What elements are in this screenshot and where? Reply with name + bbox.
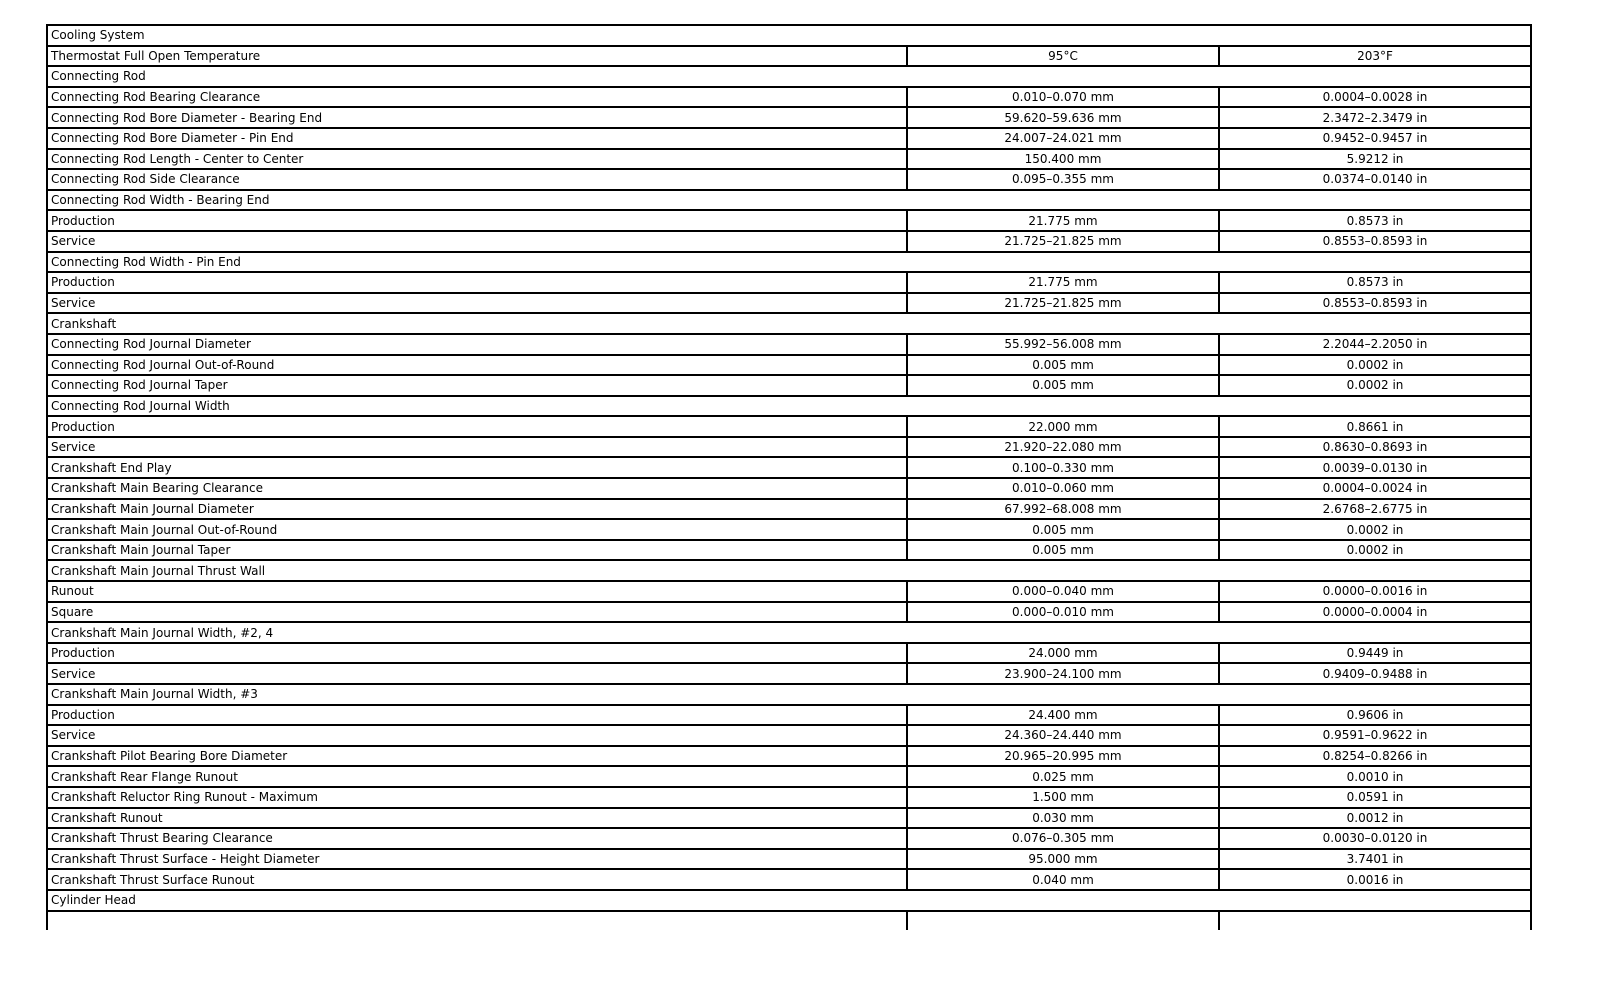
specification-table-body <box>47 25 1531 930</box>
spec-metric-value: 21.920–22.080 mm <box>907 437 1219 458</box>
spec-metric-value: 0.005 mm <box>907 375 1219 396</box>
spec-description: Crankshaft Main Journal Taper <box>47 540 907 561</box>
spec-english-value <box>1219 911 1531 930</box>
section-header-label: Connecting Rod Journal Width <box>47 396 1531 417</box>
spec-description: Crankshaft End Play <box>47 457 907 478</box>
spec-row <box>47 787 1531 808</box>
spec-row <box>47 107 1531 128</box>
spec-english-value: 2.3472–2.3479 in <box>1219 107 1531 128</box>
section-header-label: Cooling System <box>47 25 1531 46</box>
spec-metric-value: 95°C <box>907 46 1219 67</box>
spec-description: Connecting Rod Bearing Clearance <box>47 87 907 108</box>
spec-metric-value: 23.900–24.100 mm <box>907 663 1219 684</box>
section-header-label: Connecting Rod Width - Pin End <box>47 252 1531 273</box>
spec-row <box>47 540 1531 561</box>
spec-english-value: 0.0374–0.0140 in <box>1219 169 1531 190</box>
spec-metric-value: 0.005 mm <box>907 355 1219 376</box>
spec-description: Crankshaft Pilot Bearing Bore Diameter <box>47 746 907 767</box>
spec-description: Connecting Rod Bore Diameter - Pin End <box>47 128 907 149</box>
spec-description: Service <box>47 725 907 746</box>
spec-metric-value: 0.005 mm <box>907 540 1219 561</box>
spec-english-value: 3.7401 in <box>1219 849 1531 870</box>
spec-metric-value: 0.040 mm <box>907 869 1219 890</box>
section-header-row <box>47 25 1531 46</box>
section-header-label: Crankshaft <box>47 313 1531 334</box>
spec-row <box>47 457 1531 478</box>
spec-description: Connecting Rod Side Clearance <box>47 169 907 190</box>
spec-metric-value: 0.025 mm <box>907 766 1219 787</box>
section-header-label: Cylinder Head <box>47 890 1531 911</box>
section-header-row <box>47 252 1531 273</box>
spec-english-value: 2.2044–2.2050 in <box>1219 334 1531 355</box>
spec-description <box>47 911 907 930</box>
spec-description: Crankshaft Runout <box>47 808 907 829</box>
section-header-row <box>47 684 1531 705</box>
spec-description: Production <box>47 272 907 293</box>
spec-row <box>47 643 1531 664</box>
spec-english-value: 0.8553–0.8593 in <box>1219 231 1531 252</box>
spec-row <box>47 128 1531 149</box>
spec-metric-value: 0.000–0.010 mm <box>907 602 1219 623</box>
spec-english-value: 0.9409–0.9488 in <box>1219 663 1531 684</box>
spec-english-value: 0.8254–0.8266 in <box>1219 746 1531 767</box>
spec-description: Crankshaft Main Journal Diameter <box>47 499 907 520</box>
spec-row <box>47 375 1531 396</box>
spec-description: Crankshaft Reluctor Ring Runout - Maximum <box>47 787 907 808</box>
spec-metric-value: 24.007–24.021 mm <box>907 128 1219 149</box>
spec-metric-value: 0.095–0.355 mm <box>907 169 1219 190</box>
spec-metric-value: 0.005 mm <box>907 519 1219 540</box>
spec-english-value: 0.0002 in <box>1219 540 1531 561</box>
spec-metric-value: 0.030 mm <box>907 808 1219 829</box>
section-header-row <box>47 190 1531 211</box>
spec-description: Connecting Rod Journal Out-of-Round <box>47 355 907 376</box>
spec-metric-value: 20.965–20.995 mm <box>907 746 1219 767</box>
spec-metric-value: 21.775 mm <box>907 210 1219 231</box>
spec-row <box>47 149 1531 170</box>
spec-metric-value: 21.725–21.825 mm <box>907 231 1219 252</box>
spec-description: Thermostat Full Open Temperature <box>47 46 907 67</box>
spec-english-value: 0.9591–0.9622 in <box>1219 725 1531 746</box>
spec-metric-value: 0.010–0.060 mm <box>907 478 1219 499</box>
section-header-label: Crankshaft Main Journal Width, #3 <box>47 684 1531 705</box>
spec-english-value: 0.0030–0.0120 in <box>1219 828 1531 849</box>
spec-row <box>47 293 1531 314</box>
spec-metric-value: 0.000–0.040 mm <box>907 581 1219 602</box>
spec-row <box>47 46 1531 67</box>
spec-english-value: 0.0004–0.0028 in <box>1219 87 1531 108</box>
spec-metric-value: 150.400 mm <box>907 149 1219 170</box>
section-header-row <box>47 313 1531 334</box>
spec-english-value: 0.0004–0.0024 in <box>1219 478 1531 499</box>
section-header-label: Crankshaft Main Journal Thrust Wall <box>47 560 1531 581</box>
spec-english-value: 5.9212 in <box>1219 149 1531 170</box>
spec-row <box>47 272 1531 293</box>
spec-metric-value: 1.500 mm <box>907 787 1219 808</box>
spec-english-value: 0.8661 in <box>1219 416 1531 437</box>
spec-metric-value <box>907 911 1219 930</box>
spec-english-value: 0.0000–0.0016 in <box>1219 581 1531 602</box>
spec-description: Crankshaft Main Bearing Clearance <box>47 478 907 499</box>
spec-english-value: 0.8553–0.8593 in <box>1219 293 1531 314</box>
section-header-row <box>47 396 1531 417</box>
spec-english-value: 0.0016 in <box>1219 869 1531 890</box>
section-header-row <box>47 66 1531 87</box>
spec-row <box>47 705 1531 726</box>
spec-row <box>47 437 1531 458</box>
spec-description: Service <box>47 663 907 684</box>
spec-row <box>47 87 1531 108</box>
spec-english-value: 0.0591 in <box>1219 787 1531 808</box>
spec-metric-value: 0.010–0.070 mm <box>907 87 1219 108</box>
spec-metric-value: 21.725–21.825 mm <box>907 293 1219 314</box>
continuation-row <box>47 911 1531 930</box>
spec-english-value: 0.0010 in <box>1219 766 1531 787</box>
section-header-row <box>47 622 1531 643</box>
spec-english-value: 0.8630–0.8693 in <box>1219 437 1531 458</box>
spec-metric-value: 22.000 mm <box>907 416 1219 437</box>
spec-description: Crankshaft Thrust Surface Runout <box>47 869 907 890</box>
spec-metric-value: 24.360–24.440 mm <box>907 725 1219 746</box>
spec-english-value: 2.6768–2.6775 in <box>1219 499 1531 520</box>
spec-english-value: 0.9452–0.9457 in <box>1219 128 1531 149</box>
spec-row <box>47 478 1531 499</box>
spec-description: Service <box>47 231 907 252</box>
spec-row <box>47 663 1531 684</box>
spec-description: Runout <box>47 581 907 602</box>
spec-description: Service <box>47 437 907 458</box>
spec-description: Production <box>47 705 907 726</box>
spec-english-value: 0.0002 in <box>1219 519 1531 540</box>
spec-description: Connecting Rod Length - Center to Center <box>47 149 907 170</box>
spec-description: Square <box>47 602 907 623</box>
spec-metric-value: 24.400 mm <box>907 705 1219 726</box>
spec-row <box>47 828 1531 849</box>
spec-english-value: 0.0039–0.0130 in <box>1219 457 1531 478</box>
section-header-row <box>47 560 1531 581</box>
spec-row <box>47 355 1531 376</box>
spec-row <box>47 499 1531 520</box>
spec-description: Production <box>47 210 907 231</box>
spec-row <box>47 169 1531 190</box>
spec-metric-value: 21.775 mm <box>907 272 1219 293</box>
section-header-label: Connecting Rod Width - Bearing End <box>47 190 1531 211</box>
spec-description: Crankshaft Main Journal Out-of-Round <box>47 519 907 540</box>
spec-row <box>47 849 1531 870</box>
spec-metric-value: 59.620–59.636 mm <box>907 107 1219 128</box>
section-header-row <box>47 890 1531 911</box>
spec-english-value: 0.8573 in <box>1219 272 1531 293</box>
spec-metric-value: 24.000 mm <box>907 643 1219 664</box>
spec-description: Connecting Rod Journal Diameter <box>47 334 907 355</box>
spec-description: Crankshaft Thrust Surface - Height Diameter <box>47 849 907 870</box>
spec-description: Service <box>47 293 907 314</box>
spec-row <box>47 869 1531 890</box>
spec-description: Crankshaft Rear Flange Runout <box>47 766 907 787</box>
spec-row <box>47 602 1531 623</box>
spec-row <box>47 808 1531 829</box>
spec-row <box>47 416 1531 437</box>
spec-english-value: 0.0002 in <box>1219 355 1531 376</box>
spec-english-value: 0.9606 in <box>1219 705 1531 726</box>
spec-metric-value: 0.076–0.305 mm <box>907 828 1219 849</box>
spec-english-value: 203°F <box>1219 46 1531 67</box>
section-header-label: Connecting Rod <box>47 66 1531 87</box>
spec-english-value: 0.0012 in <box>1219 808 1531 829</box>
spec-row <box>47 746 1531 767</box>
spec-row <box>47 581 1531 602</box>
spec-row <box>47 766 1531 787</box>
spec-metric-value: 67.992–68.008 mm <box>907 499 1219 520</box>
spec-english-value: 0.0000–0.0004 in <box>1219 602 1531 623</box>
section-header-label: Crankshaft Main Journal Width, #2, 4 <box>47 622 1531 643</box>
spec-row <box>47 334 1531 355</box>
spec-description: Crankshaft Thrust Bearing Clearance <box>47 828 907 849</box>
spec-metric-value: 0.100–0.330 mm <box>907 457 1219 478</box>
spec-english-value: 0.8573 in <box>1219 210 1531 231</box>
spec-row <box>47 725 1531 746</box>
spec-description: Production <box>47 643 907 664</box>
spec-description: Production <box>47 416 907 437</box>
spec-english-value: 0.0002 in <box>1219 375 1531 396</box>
specification-table <box>46 24 1532 930</box>
spec-row <box>47 210 1531 231</box>
spec-row <box>47 519 1531 540</box>
spec-english-value: 0.9449 in <box>1219 643 1531 664</box>
spec-metric-value: 55.992–56.008 mm <box>907 334 1219 355</box>
spec-row <box>47 231 1531 252</box>
spec-description: Connecting Rod Bore Diameter - Bearing End <box>47 107 907 128</box>
spec-metric-value: 95.000 mm <box>907 849 1219 870</box>
spec-description: Connecting Rod Journal Taper <box>47 375 907 396</box>
